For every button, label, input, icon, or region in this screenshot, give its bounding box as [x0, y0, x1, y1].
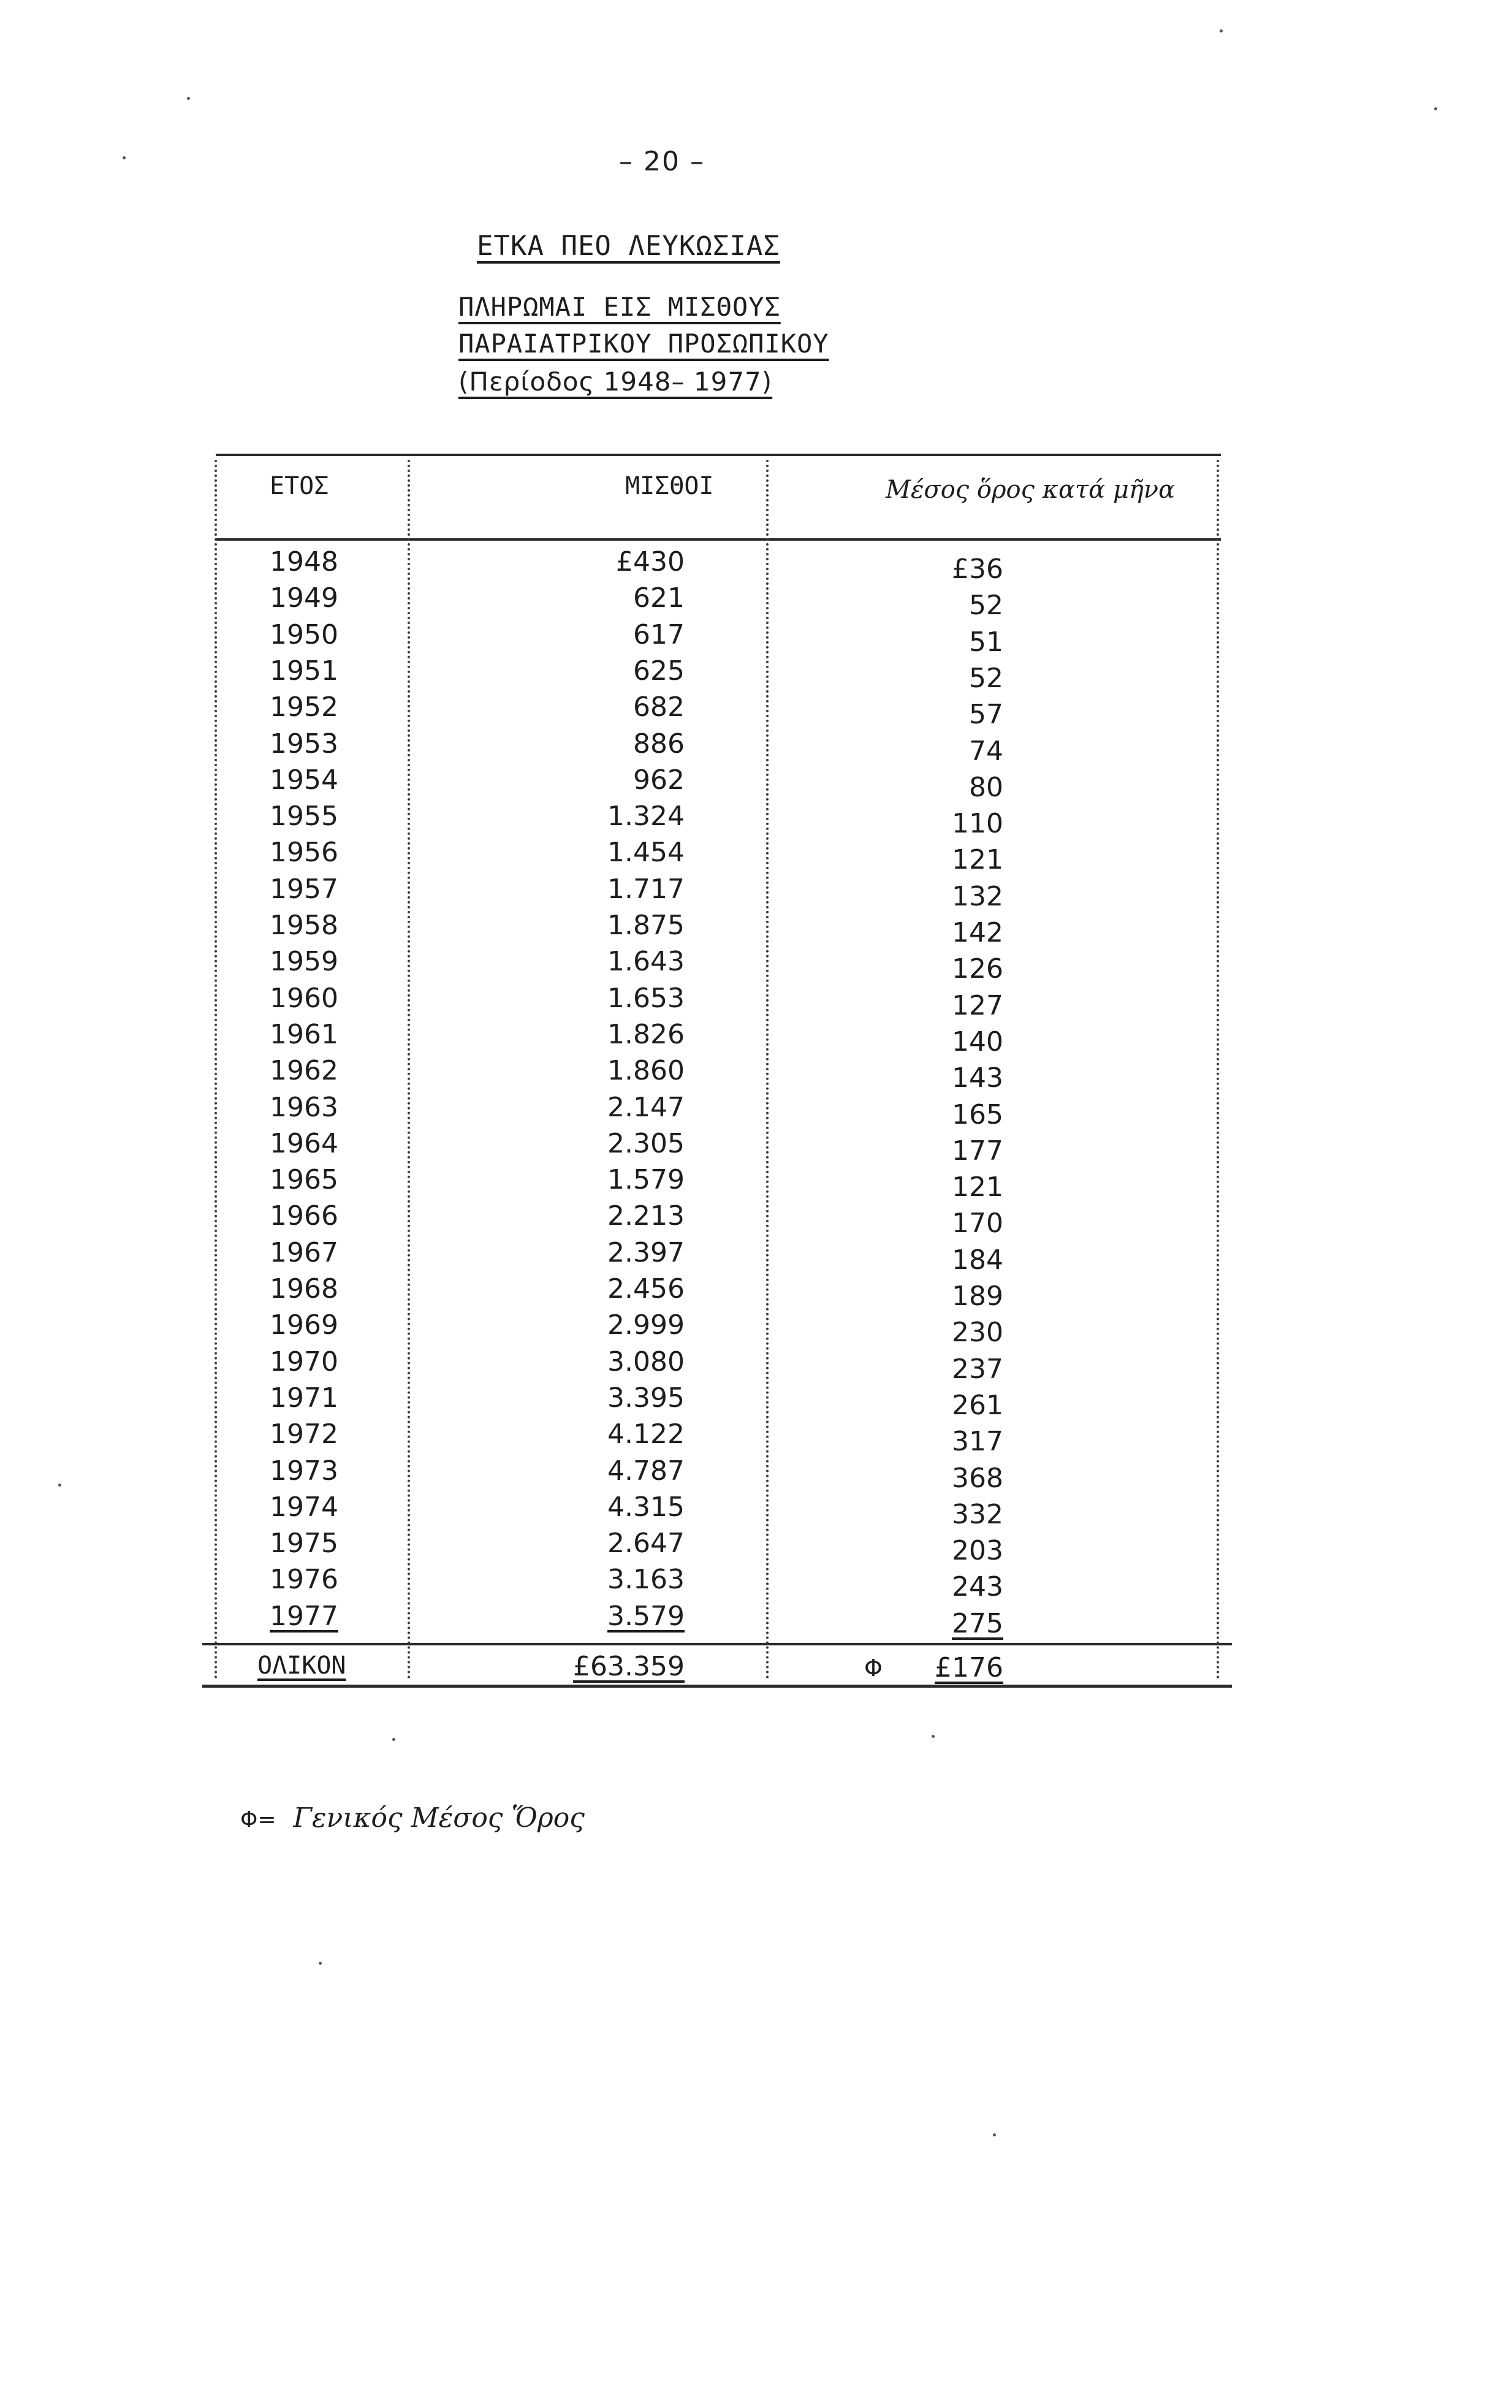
scan-speck — [187, 97, 190, 100]
year-cell: 1954 — [270, 764, 338, 796]
monthly-average-cell: 170 — [952, 1208, 1003, 1239]
year-cell: 1975 — [270, 1528, 338, 1559]
monthly-average-cell: 368 — [952, 1463, 1003, 1494]
table-row — [0, 1053, 1512, 1094]
monthly-average-cell: 121 — [952, 844, 1003, 875]
monthly-average-cell: 189 — [952, 1281, 1003, 1312]
total-label: ΟΛΙΚΟΝ — [257, 1652, 346, 1680]
salary-cell: 2.213 — [607, 1200, 685, 1232]
salary-cell: £430 — [616, 546, 685, 577]
table-row — [0, 1090, 1512, 1130]
table-row — [0, 1417, 1512, 1457]
table-row — [0, 1490, 1512, 1530]
salary-cell: 617 — [633, 619, 685, 650]
monthly-average-cell: 317 — [952, 1426, 1003, 1457]
monthly-average-cell: 165 — [952, 1099, 1003, 1130]
monthly-average-cell: 177 — [952, 1135, 1003, 1167]
salary-cell: 1.454 — [607, 837, 685, 868]
scan-speck — [392, 1738, 395, 1741]
scan-speck — [319, 1962, 322, 1965]
salary-cell: 962 — [633, 764, 685, 796]
monthly-average-cell: 143 — [952, 1062, 1003, 1094]
monthly-average-cell: 51 — [969, 627, 1003, 658]
year-cell: 1957 — [270, 874, 338, 905]
year-cell: 1955 — [270, 801, 338, 832]
salary-cell: 2.147 — [607, 1092, 685, 1123]
table-row — [0, 1381, 1512, 1421]
year-cell: 1960 — [270, 983, 338, 1014]
header-salaries: ΜΙΣΘΟΙ — [625, 472, 714, 500]
header-monthly-average: Μέσος ὅρος κατά μῆνα — [886, 476, 1176, 504]
table-row — [0, 981, 1512, 1021]
organization-title: ΕΤΚΑ ΠΕΟ ΛΕΥΚΩΣΙΑΣ — [477, 231, 780, 262]
monthly-average-cell: 237 — [952, 1354, 1003, 1385]
scan-speck — [123, 156, 126, 159]
year-cell: 1977 — [270, 1601, 338, 1632]
scan-speck — [932, 1735, 935, 1738]
monthly-average-cell: 121 — [952, 1172, 1003, 1203]
table-header-rule — [216, 538, 1221, 541]
monthly-average-cell: 52 — [969, 590, 1003, 621]
year-cell: 1948 — [270, 546, 338, 577]
monthly-average-cell: 261 — [952, 1390, 1003, 1421]
year-cell: 1961 — [270, 1019, 338, 1050]
year-cell: 1959 — [270, 946, 338, 977]
table-row — [0, 944, 1512, 985]
footnote-symbol: Φ= — [240, 1807, 276, 1832]
monthly-average-cell: 142 — [952, 917, 1003, 948]
table-row — [0, 1198, 1512, 1239]
salary-cell: 1.579 — [607, 1164, 685, 1195]
table-row — [0, 690, 1512, 730]
total-average-symbol: Φ — [864, 1655, 883, 1682]
table-row — [0, 1162, 1512, 1203]
salary-cell: 4.315 — [607, 1492, 685, 1523]
table-row — [0, 1271, 1512, 1312]
report-title-line2: ΠΑΡΑΙΑΤΡΙΚΟΥ ΠΡΟΣΩΠΙΚΟΥ — [458, 329, 829, 359]
table-row — [0, 1599, 1512, 1639]
year-cell: 1951 — [270, 655, 338, 687]
salary-cell: 625 — [633, 655, 685, 687]
year-cell: 1953 — [270, 728, 338, 760]
monthly-average-cell: £36 — [952, 554, 1003, 585]
table-row — [0, 799, 1512, 839]
table-row — [0, 653, 1512, 694]
footnote — [240, 1802, 585, 1834]
footnote-text: Γενικός Μέσος Ὅρος — [293, 1802, 585, 1834]
salary-cell: 2.397 — [607, 1237, 685, 1268]
table-row — [0, 835, 1512, 875]
table-row — [0, 1344, 1512, 1385]
salary-cell: 1.653 — [607, 983, 685, 1014]
year-cell: 1965 — [270, 1164, 338, 1195]
monthly-average-cell: 52 — [969, 663, 1003, 694]
monthly-average-cell: 132 — [952, 881, 1003, 912]
table-row — [0, 1308, 1512, 1348]
salary-cell: 3.163 — [607, 1564, 685, 1595]
year-cell: 1966 — [270, 1200, 338, 1232]
salary-cell: 1.826 — [607, 1019, 685, 1050]
monthly-average-cell: 184 — [952, 1244, 1003, 1276]
scan-speck — [1434, 107, 1437, 110]
table-row — [0, 872, 1512, 912]
salary-cell: 2.305 — [607, 1128, 685, 1159]
table-row — [0, 908, 1512, 948]
scan-speck — [993, 2133, 996, 2136]
salary-cell: 4.122 — [607, 1419, 685, 1450]
monthly-average-cell: 332 — [952, 1499, 1003, 1530]
salary-cell: 4.787 — [607, 1455, 685, 1487]
scan-speck — [1220, 29, 1223, 32]
year-cell: 1967 — [270, 1237, 338, 1268]
table-row — [0, 581, 1512, 621]
table-bottom-rule — [202, 1685, 1232, 1688]
year-cell: 1956 — [270, 837, 338, 868]
total-average: £176 — [935, 1652, 1003, 1683]
table-row — [0, 544, 1512, 585]
year-cell: 1958 — [270, 910, 338, 941]
year-cell: 1974 — [270, 1492, 338, 1523]
year-cell: 1968 — [270, 1273, 338, 1305]
report-title-line1: ΠΛΗΡΩΜΑΙ ΕΙΣ ΜΙΣΘΟΥΣ — [458, 292, 781, 322]
salary-cell: 621 — [633, 582, 685, 614]
year-cell: 1976 — [270, 1564, 338, 1595]
table-row — [0, 1126, 1512, 1167]
table-row — [0, 1526, 1512, 1566]
year-cell: 1970 — [270, 1346, 338, 1377]
total-salary: £63.359 — [573, 1651, 685, 1682]
salary-cell: 1.875 — [607, 910, 685, 941]
year-cell: 1972 — [270, 1419, 338, 1450]
year-cell: 1963 — [270, 1092, 338, 1123]
table-row — [0, 1454, 1512, 1494]
table-row — [0, 617, 1512, 658]
year-cell: 1969 — [270, 1309, 338, 1341]
salary-cell: 682 — [633, 692, 685, 723]
table-row — [0, 763, 1512, 803]
monthly-average-cell: 140 — [952, 1026, 1003, 1057]
monthly-average-cell: 57 — [969, 699, 1003, 730]
monthly-average-cell: 127 — [952, 990, 1003, 1021]
monthly-average-cell: 126 — [952, 953, 1003, 985]
report-period: (Περίοδος 1948– 1977) — [458, 367, 773, 397]
year-cell: 1971 — [270, 1382, 338, 1414]
table-row — [0, 1235, 1512, 1276]
salary-cell: 1.643 — [607, 946, 685, 977]
salary-cell: 1.717 — [607, 874, 685, 905]
salary-cell: 3.579 — [607, 1601, 685, 1632]
monthly-average-cell: 110 — [952, 808, 1003, 839]
monthly-average-cell: 230 — [952, 1317, 1003, 1348]
table-row — [0, 1017, 1512, 1057]
salary-cell: 3.080 — [607, 1346, 685, 1377]
monthly-average-cell: 275 — [952, 1608, 1003, 1639]
monthly-average-cell: 80 — [969, 772, 1003, 803]
year-cell: 1949 — [270, 582, 338, 614]
salary-cell: 3.395 — [607, 1382, 685, 1414]
salary-cell: 886 — [633, 728, 685, 760]
scan-speck — [58, 1484, 61, 1487]
salary-cell: 2.456 — [607, 1273, 685, 1305]
monthly-average-cell: 74 — [969, 736, 1003, 767]
year-cell: 1973 — [270, 1455, 338, 1487]
salary-cell: 2.647 — [607, 1528, 685, 1559]
salary-cell: 1.324 — [607, 801, 685, 832]
year-cell: 1952 — [270, 692, 338, 723]
table-total-rule — [202, 1643, 1232, 1645]
monthly-average-cell: 203 — [952, 1535, 1003, 1566]
year-cell: 1962 — [270, 1055, 338, 1086]
salary-cell: 2.999 — [607, 1309, 685, 1341]
table-row — [0, 726, 1512, 767]
page-number: – 20 – — [619, 146, 705, 177]
salary-cell: 1.860 — [607, 1055, 685, 1086]
table-top-rule — [216, 454, 1221, 456]
monthly-average-cell: 243 — [952, 1571, 1003, 1602]
table-row — [0, 1562, 1512, 1602]
year-cell: 1964 — [270, 1128, 338, 1159]
header-year: ΕΤΟΣ — [270, 472, 329, 500]
year-cell: 1950 — [270, 619, 338, 650]
